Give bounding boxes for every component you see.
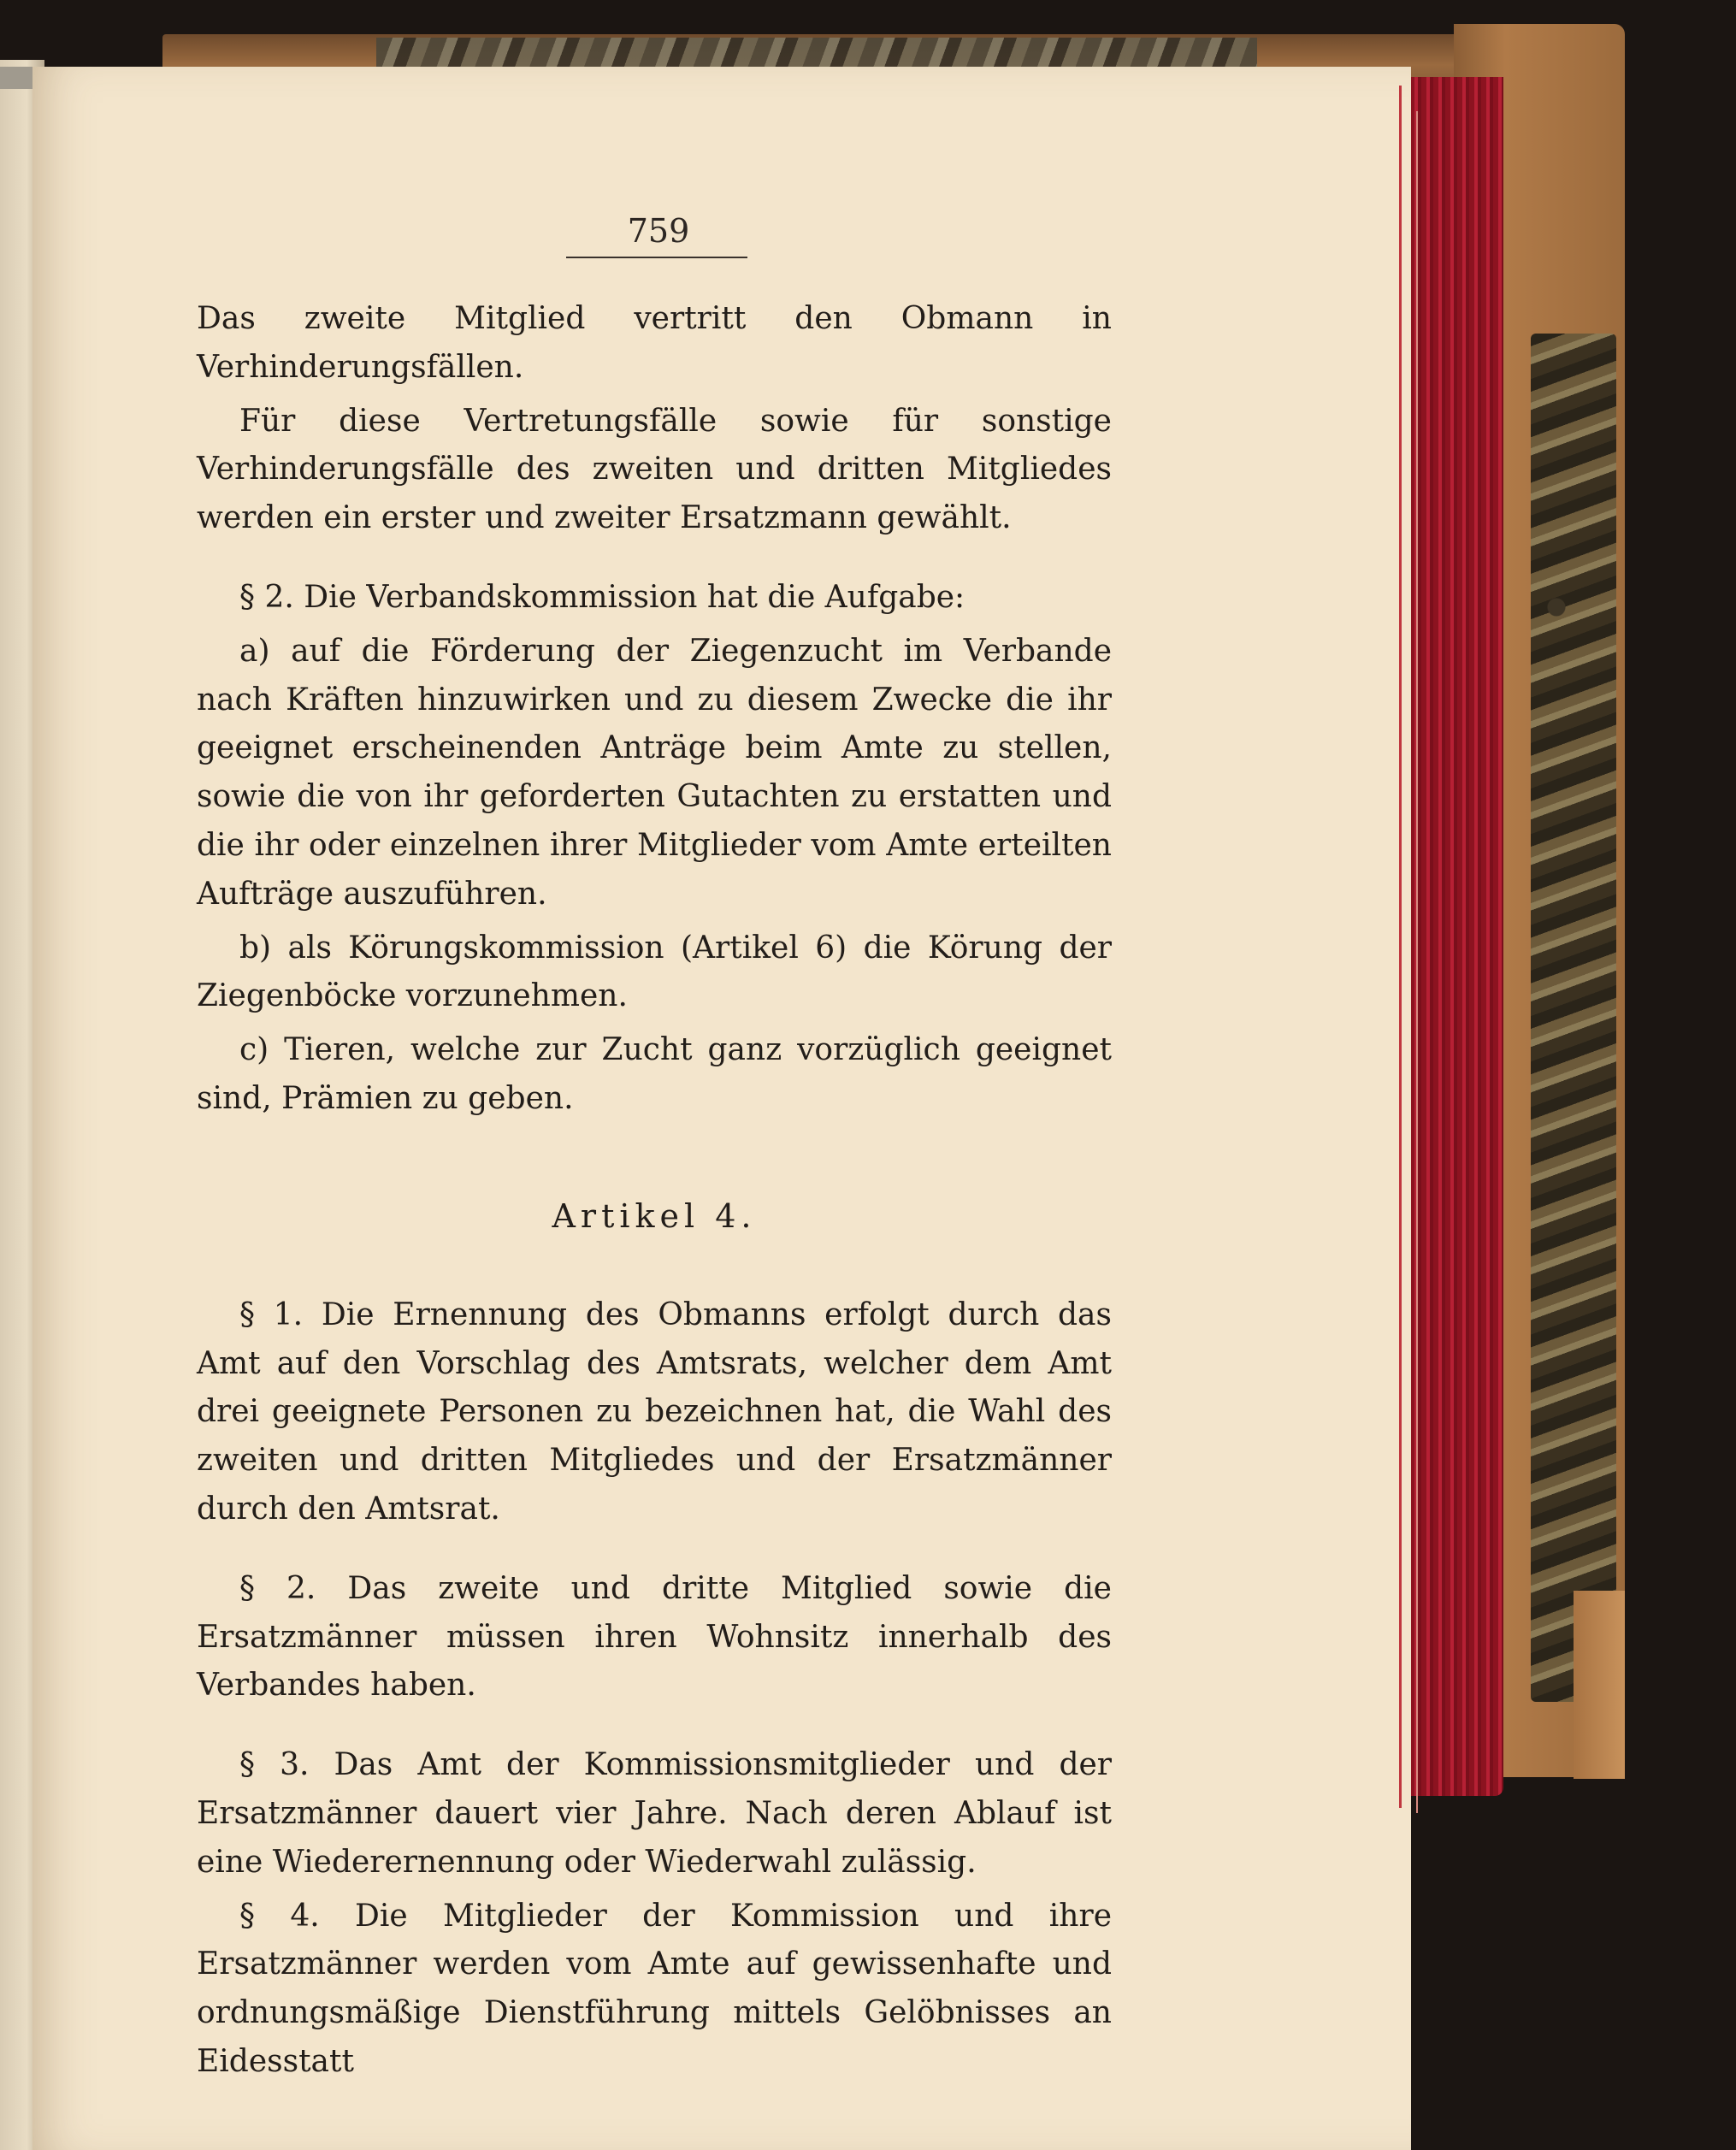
- page-border-rule: [1399, 86, 1402, 1808]
- list-item: a) auf die Förderung der Ziegenzucht im Verbande nach Kräften hinzuwirken und zu diesem Zwecke die ihr geeignet erscheinenden Anträge beim Amte zu stellen, sowie die von ihr geforderten Gutachten zu erstatten und die ihr oder einzelnen ihrer Mitglieder vom Amte erteilten Aufträge auszuführen.: [197, 633, 1112, 912]
- page-number: 759: [627, 212, 690, 250]
- leather-corner: [1574, 1591, 1625, 1779]
- article-heading: Artikel 4.: [552, 1196, 757, 1235]
- section-paragraph: § 1. Die Ernennung des Obmanns erfolgt durch das Amt auf den Vorschlag des Amtsrats, welcher dem Amt drei geeignete Personen zu bezeichnen hat, die Wahl des zweiten und dritten Mitgliedes und der Ersatzmänner durch den Amtsrat.: [197, 1296, 1112, 1527]
- paragraph: § 2. Die Verbandskommission hat die Aufgabe:: [239, 579, 965, 615]
- marbled-cover-panel: [1531, 334, 1616, 1702]
- red-page-edges: [1409, 77, 1503, 1796]
- page-number-rule: [566, 257, 747, 258]
- section-paragraph: § 2. Das zweite und dritte Mitglied sowie die Ersatzmänner müssen ihren Wohnsitz innerhalb des Verbandes haben.: [197, 1570, 1112, 1704]
- section-paragraph: § 4. Die Mitglieder der Kommission und ihre Ersatzmänner werden vom Amte auf gewissenhafte und ordnungsmäßige Dienstführung mittels Gelöbnisses an Eidesstatt: [197, 1898, 1112, 2079]
- list-item: b) als Körungskommission (Artikel 6) die Körung der Ziegenböcke vorzunehmen.: [197, 930, 1112, 1014]
- list-item: c) Tieren, welche zur Zucht ganz vorzüglich geeignet sind, Prämien zu geben.: [197, 1032, 1112, 1116]
- paragraph: Für diese Vertretungsfälle sowie für sonstige Verhinderungsfälle des zweiten und dritten Mitgliedes werden ein erster und zweiter Ersatzmann gewählt.: [197, 403, 1112, 536]
- page-border-rule-inner: [1416, 111, 1418, 1813]
- section-paragraph: § 3. Das Amt der Kommissionsmitglieder und der Ersatzmänner dauert vier Jahre. Nach deren Ablauf ist eine Wiederernennung oder Wiederwahl zulässig.: [197, 1747, 1112, 1880]
- page-text: [197, 295, 1112, 2092]
- paragraph: Das zweite Mitglied vertritt den Obmann in Verhinderungsfällen.: [197, 301, 1112, 385]
